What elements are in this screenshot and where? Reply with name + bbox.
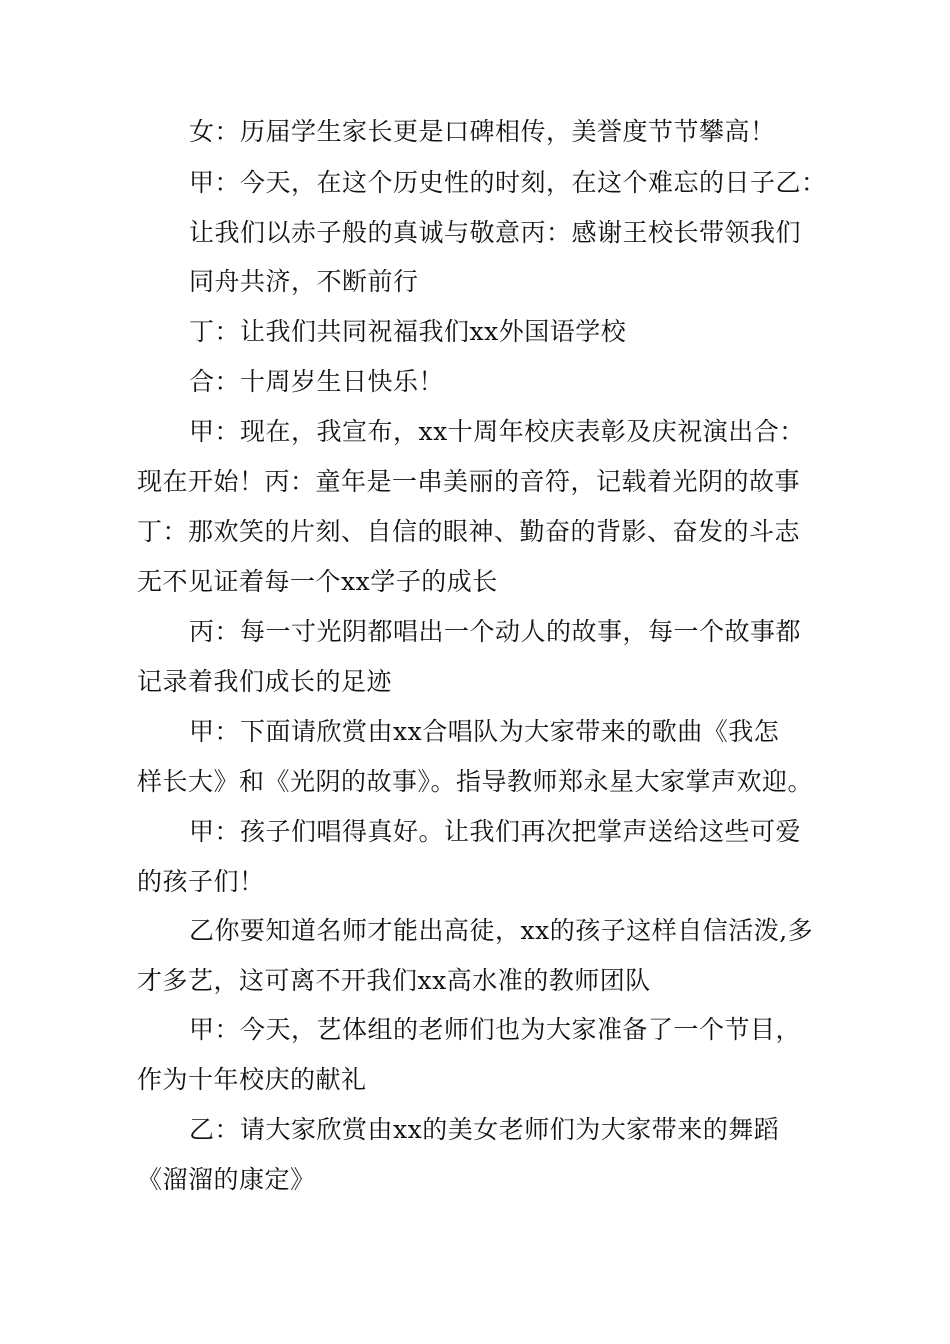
text-line: 乙你要知道名师才能出高徒，xx的孩子这样自信活泼,多 [189,916,814,945]
text-line: 女：历届学生家长更是口碑相传，美誉度节节攀高！ [189,117,776,146]
text-line: 甲：今天，艺体组的老师们也为大家准备了一个节目， [189,1015,802,1044]
text-line: 甲：今天，在这个历史性的时刻，在这个难忘的日子乙： [189,168,827,197]
text-line: 甲：孩子们唱得真好。让我们再次把掌声送给这些可爱 [189,817,802,846]
text-line: 乙：请大家欣赏由xx的美女老师们为大家带来的舞蹈 [189,1115,780,1144]
text-line: 才多艺，这可离不开我们xx高水准的教师团队 [137,966,651,995]
text-line: 同舟共济，不断前行 [189,267,419,296]
text-line: 《溜溜的康定》 [137,1165,316,1194]
text-line: 让我们以赤子般的真诚与敬意丙：感谢王校长带领我们 [189,218,802,247]
text-line: 作为十年校庆的献礼 [137,1065,367,1094]
text-line: 记录着我们成长的足迹 [137,667,393,696]
text-line: 丙：每一寸光阴都唱出一个动人的故事，每一个故事都 [189,617,802,646]
text-line: 甲：下面请欣赏由xx合唱队为大家带来的歌曲《我怎 [189,717,780,746]
text-line: 丁：让我们共同祝福我们xx外国语学校 [189,317,627,346]
text-line: 无不见证着每一个xx学子的成长 [137,567,498,596]
text-line: 的孩子们！ [137,867,265,896]
text-line: 丁：那欢笑的片刻、自信的眼神、勤奋的背影、奋发的斗志 [137,517,801,546]
text-line: 现在开始！丙：童年是一串美丽的音符，记载着光阴的故事 [137,467,801,496]
text-line: 样长大》和《光阴的故事》。指导教师郑永星大家掌声欢迎。 [137,767,814,796]
text-line: 合：十周岁生日快乐！ [189,367,445,396]
text-line: 甲：现在，我宣布，xx十周年校庆表彰及庆祝演出合： [189,417,805,446]
